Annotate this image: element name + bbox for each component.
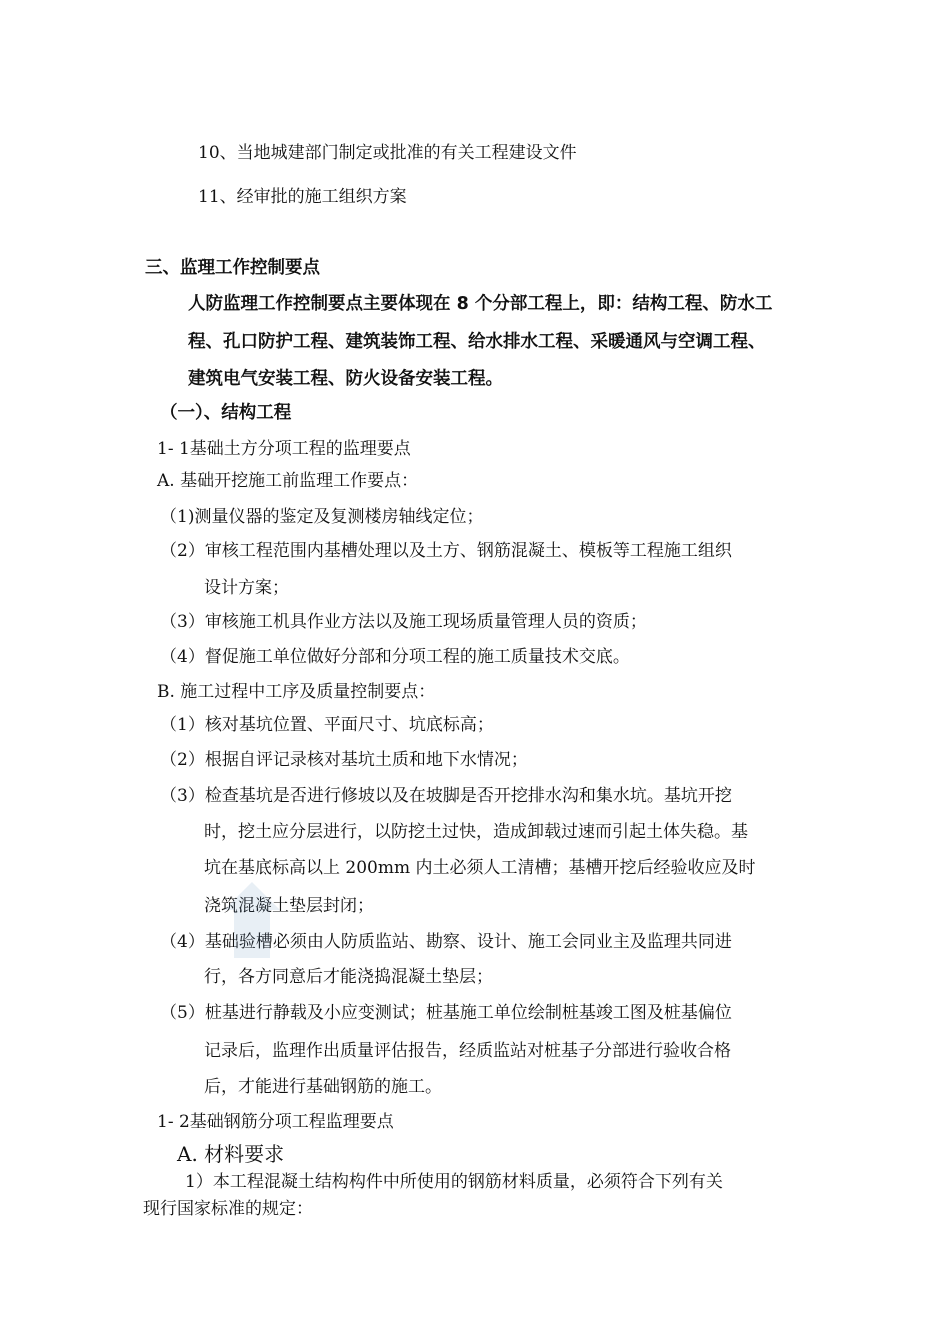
subitem-heading-materials: A. 材料要求 [177,1142,285,1166]
item-heading-1-1: 1- 1基础土方分项工程的监理要点 [157,439,411,459]
list-item-b2: （2）根据自评记录核对基坑土质和地下水情况； [160,750,528,770]
list-item-b4-cont: 行，各方同意后才能浇捣混凝土垫层； [204,967,493,987]
list-item-b3-cont-3: 浇筑混凝土垫层封闭； [204,896,374,916]
list-item-b5-cont-1: 记录后，监理作出质量评估报告，经质监站对桩基子分部进行验收合格 [204,1041,731,1061]
list-item-11: 11、经审批的施工组织方案 [198,187,407,207]
subitem-heading-a: A. 基础开挖施工前监理工作要点： [157,471,419,491]
list-item-b5-cont-2: 后，才能进行基础钢筋的施工。 [204,1077,442,1097]
watermark-house-icon [222,880,282,960]
subsection-heading: （一）、结构工程 [160,403,292,423]
paragraph-line-1: 1）本工程混凝土结构构件中所使用的钢筋材料质量，必须符合下列有关 [185,1172,723,1192]
intro-paragraph-line-3: 建筑电气安装工程、防火设备安装工程。 [188,369,503,389]
list-item-b4: （4）基础验槽必须由人防质监站、勘察、设计、施工会同业主及监理共同进 [160,932,732,952]
list-item-b3-cont-1: 时，挖土应分层进行，以防挖土过快，造成卸载过速而引起土体失稳。基 [204,822,748,842]
list-item-10: 10、当地城建部门制定或批准的有关工程建设文件 [198,143,577,163]
intro-paragraph-line-2: 程、孔口防护工程、建筑装饰工程、给水排水工程、采暖通风与空调工程、 [188,332,766,352]
item-heading-1-2: 1- 2基础钢筋分项工程监理要点 [157,1112,394,1132]
list-item-a3: （3）审核施工机具作业方法以及施工现场质量管理人员的资质； [160,612,647,632]
list-item-a2: （2）审核工程范围内基槽处理以及土方、钢筋混凝土、模板等工程施工组织 [160,541,732,561]
section-heading: 三、监理工作控制要点 [145,258,320,278]
list-item-a1: （1)测量仪器的鉴定及复测楼房轴线定位； [160,507,484,527]
list-item-a2-cont: 设计方案； [204,578,289,598]
intro-paragraph-line-1: 人防监理工作控制要点主要体现在 8 个分部工程上，即：结构工程、防水工 [188,294,773,314]
subitem-heading-b: B. 施工过程中工序及质量控制要点： [157,682,436,702]
paragraph-line-2: 现行国家标准的规定： [143,1199,313,1219]
list-item-b3-cont-2: 坑在基底标高以上 200mm 内土必须人工清槽；基槽开挖后经验收应及时 [204,858,756,878]
list-item-b3: （3）检查基坑是否进行修坡以及在坡脚是否开挖排水沟和集水坑。基坑开挖 [160,786,732,806]
list-item-b1: （1）核对基坑位置、平面尺寸、坑底标高； [160,715,494,735]
list-item-a4: （4）督促施工单位做好分部和分项工程的施工质量技术交底。 [160,647,630,667]
list-item-b5: （5）桩基进行静载及小应变测试；桩基施工单位绘制桩基竣工图及桩基偏位 [160,1003,732,1023]
